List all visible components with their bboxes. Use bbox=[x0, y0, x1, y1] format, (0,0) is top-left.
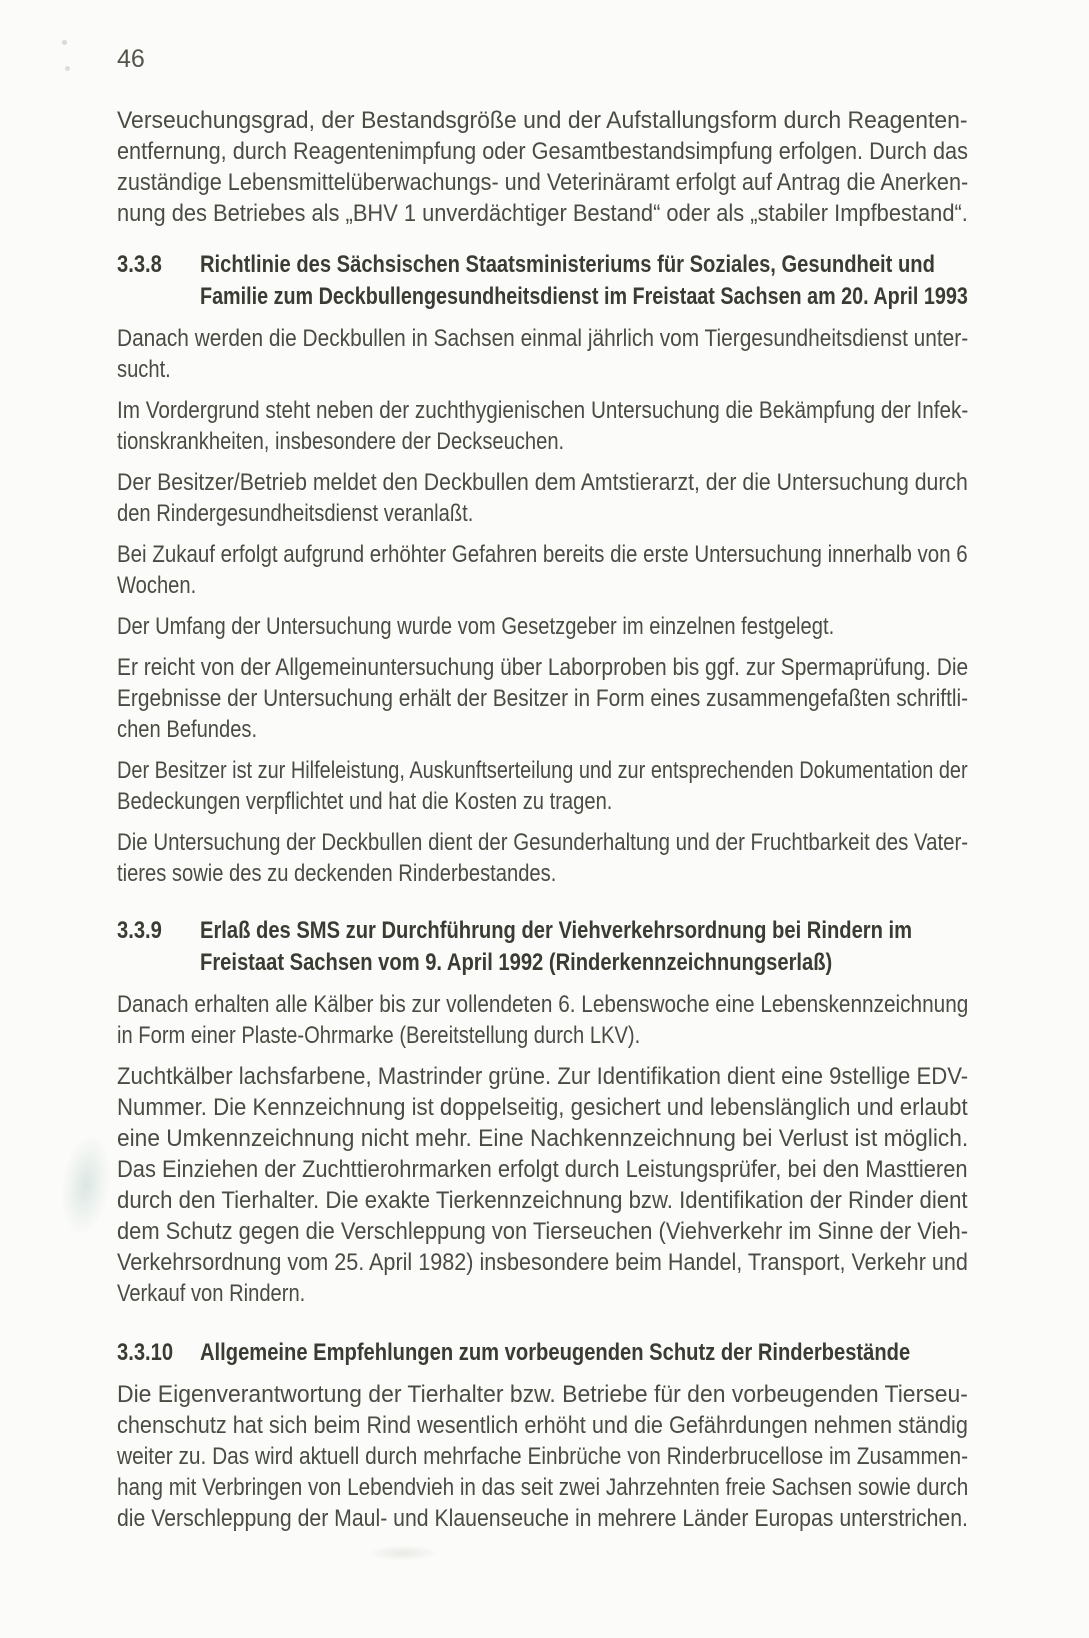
text-line: Der Umfang der Untersuchung wurde vom Gesetzgeber im einzelnen festgelegt. bbox=[117, 613, 835, 640]
text-line: Nummer. Die Kennzeichnung ist doppelseitig, gesichert und lebenslänglich und erlaubt bbox=[117, 1094, 968, 1121]
paragraph bbox=[117, 755, 968, 817]
text-line: Verkehrsordnung vom 25. April 1982) insbesondere beim Handel, Transport, Verkehr und bbox=[117, 1249, 968, 1276]
paragraph bbox=[117, 652, 968, 745]
paragraph bbox=[117, 105, 968, 229]
text-line: weiter zu. Das wird aktuell durch mehrfache Einbrüche von Rinderbrucellose im Zusammen- bbox=[117, 1443, 969, 1470]
paragraph bbox=[117, 1061, 968, 1309]
text-line: Die Eigenverantwortung der Tierhalter bzw. Betriebe für den vorbeugenden Tierseu- bbox=[117, 1381, 968, 1408]
paragraph bbox=[117, 611, 968, 642]
section-heading-3-3-10 bbox=[117, 1337, 968, 1369]
page-number: 46 bbox=[117, 45, 145, 73]
text-line: Das Einziehen der Zuchttierohrmarken erfolgt durch Leistungsprüfer, bei den Masttieren bbox=[117, 1156, 968, 1183]
text-line: Verkauf von Rindern. bbox=[117, 1280, 306, 1307]
text-line: Verseuchungsgrad, der Bestandsgröße und der Aufstallungsform durch Reagenten- bbox=[117, 107, 968, 134]
text-line: Der Besitzer/Betrieb meldet den Deckbullen dem Amtstierarzt, der die Untersuchung durch bbox=[117, 469, 968, 496]
text-line: Er reicht von der Allgemeinuntersuchung über Laborproben bis ggf. zur Spermaprüfung. Die bbox=[117, 654, 969, 681]
scan-speck bbox=[65, 66, 70, 71]
text-line: sucht. bbox=[117, 356, 171, 383]
text-line: Der Besitzer ist zur Hilfeleistung, Auskunftserteilung und zur entsprechenden Dokumentation der bbox=[117, 757, 968, 784]
page-content bbox=[117, 44, 968, 1544]
text-line: dem Schutz gegen die Verschleppung von Tierseuchen (Viehverkehr im Sinne der Vieh- bbox=[117, 1218, 969, 1245]
section-heading-3-3-8 bbox=[117, 249, 968, 313]
text-line: Bei Zukauf erfolgt aufgrund erhöhter Gefahren bereits die erste Untersuchung innerhalb von 6 bbox=[117, 541, 968, 568]
text-line: Danach werden die Deckbullen in Sachsen einmal jährlich vom Tiergesundheitsdienst unter- bbox=[117, 325, 969, 352]
text-line: Die Untersuchung der Deckbullen dient der Gesunderhaltung und der Fruchtbarkeit des Vater- bbox=[117, 829, 969, 856]
paragraph bbox=[117, 467, 968, 529]
heading-number: 3.3.8 bbox=[117, 251, 162, 278]
paragraph bbox=[117, 395, 968, 457]
text-line: Freistaat Sachsen vom 9. April 1992 (Rinderkennzeichnungserlaß) bbox=[200, 949, 833, 976]
text-line: eine Umkennzeichnung nicht mehr. Eine Nachkennzeichnung bei Verlust ist möglich. bbox=[117, 1125, 969, 1152]
text-line: die Verschleppung der Maul- und Klauenseuche in mehrere Länder Europas unterstrichen. bbox=[117, 1505, 968, 1532]
scan-smudge bbox=[368, 1545, 438, 1561]
heading-title bbox=[200, 249, 968, 313]
text-line: tionskrankheiten, insbesondere der Deckseuchen. bbox=[117, 428, 565, 455]
text-line: in Form einer Plaste-Ohrmarke (Bereitstellung durch LKV). bbox=[117, 1022, 641, 1049]
text-line: entfernung, durch Reagentenimpfung oder Gesamtbestandsimpfung erfolgen. Durch das bbox=[117, 138, 968, 165]
text-line: chenschutz hat sich beim Rind wesentlich erhöht und die Gefährdungen nehmen ständig bbox=[117, 1412, 968, 1439]
paragraph bbox=[117, 1379, 968, 1534]
text-line: den Rindergesundheitsdienst veranlaßt. bbox=[117, 500, 474, 527]
text-line: Richtlinie des Sächsischen Staatsministeriums für Soziales, Gesundheit und bbox=[200, 251, 935, 278]
scan-speck bbox=[62, 40, 67, 45]
text-line: Allgemeine Empfehlungen zum vorbeugenden Schutz der Rinderbestände bbox=[200, 1339, 911, 1366]
paragraph bbox=[117, 323, 968, 385]
text-line: Erlaß des SMS zur Durchführung der Viehverkehrsordnung bei Rindern im bbox=[200, 917, 913, 944]
section-heading-3-3-9 bbox=[117, 915, 968, 979]
text-line: nung des Betriebes als „BHV 1 unverdächtiger Bestand“ oder als „stabiler Impfbestand“. bbox=[117, 200, 968, 227]
text-line: chen Befundes. bbox=[117, 716, 258, 743]
paragraph bbox=[117, 827, 968, 889]
scan-smudge bbox=[55, 1132, 116, 1238]
text-line: Wochen. bbox=[117, 572, 197, 599]
text-line: Im Vordergrund steht neben der zuchthygienischen Untersuchung die Bekämpfung der Infek- bbox=[117, 397, 969, 424]
heading-title bbox=[200, 1337, 968, 1369]
text-line: hang mit Verbringen von Lebendvieh in das seit zwei Jahrzehnten freie Sachsen sowie durch bbox=[117, 1474, 969, 1501]
text-line: tieres sowie des zu deckenden Rinderbestandes. bbox=[117, 860, 557, 887]
text-line: Ergebnisse der Untersuchung erhält der Besitzer in Form eines zusammengefaßten schriftli- bbox=[117, 685, 969, 712]
text-line: durch den Tierhalter. Die exakte Tierkennzeichnung bzw. Identifikation der Rinder dient bbox=[117, 1187, 968, 1214]
text-line: Familie zum Deckbullengesundheitsdienst im Freistaat Sachsen am 20. April 1993 bbox=[200, 283, 968, 310]
text-line: zuständige Lebensmittelüberwachungs- und Veterinäramt erfolgt auf Antrag die Anerken- bbox=[117, 169, 969, 196]
paragraph bbox=[117, 989, 968, 1051]
paragraph bbox=[117, 539, 968, 601]
heading-title bbox=[200, 915, 968, 979]
text-line: Danach erhalten alle Kälber bis zur vollendeten 6. Lebenswoche eine Lebenskennzeichnung bbox=[117, 991, 969, 1018]
heading-number: 3.3.10 bbox=[117, 1339, 174, 1366]
heading-number: 3.3.9 bbox=[117, 917, 162, 944]
text-line: Zuchtkälber lachsfarbene, Mastrinder grüne. Zur Identifikation dient eine 9stellige EDV- bbox=[117, 1063, 969, 1090]
text-line: Bedeckungen verpflichtet und hat die Kosten zu tragen. bbox=[117, 788, 613, 815]
